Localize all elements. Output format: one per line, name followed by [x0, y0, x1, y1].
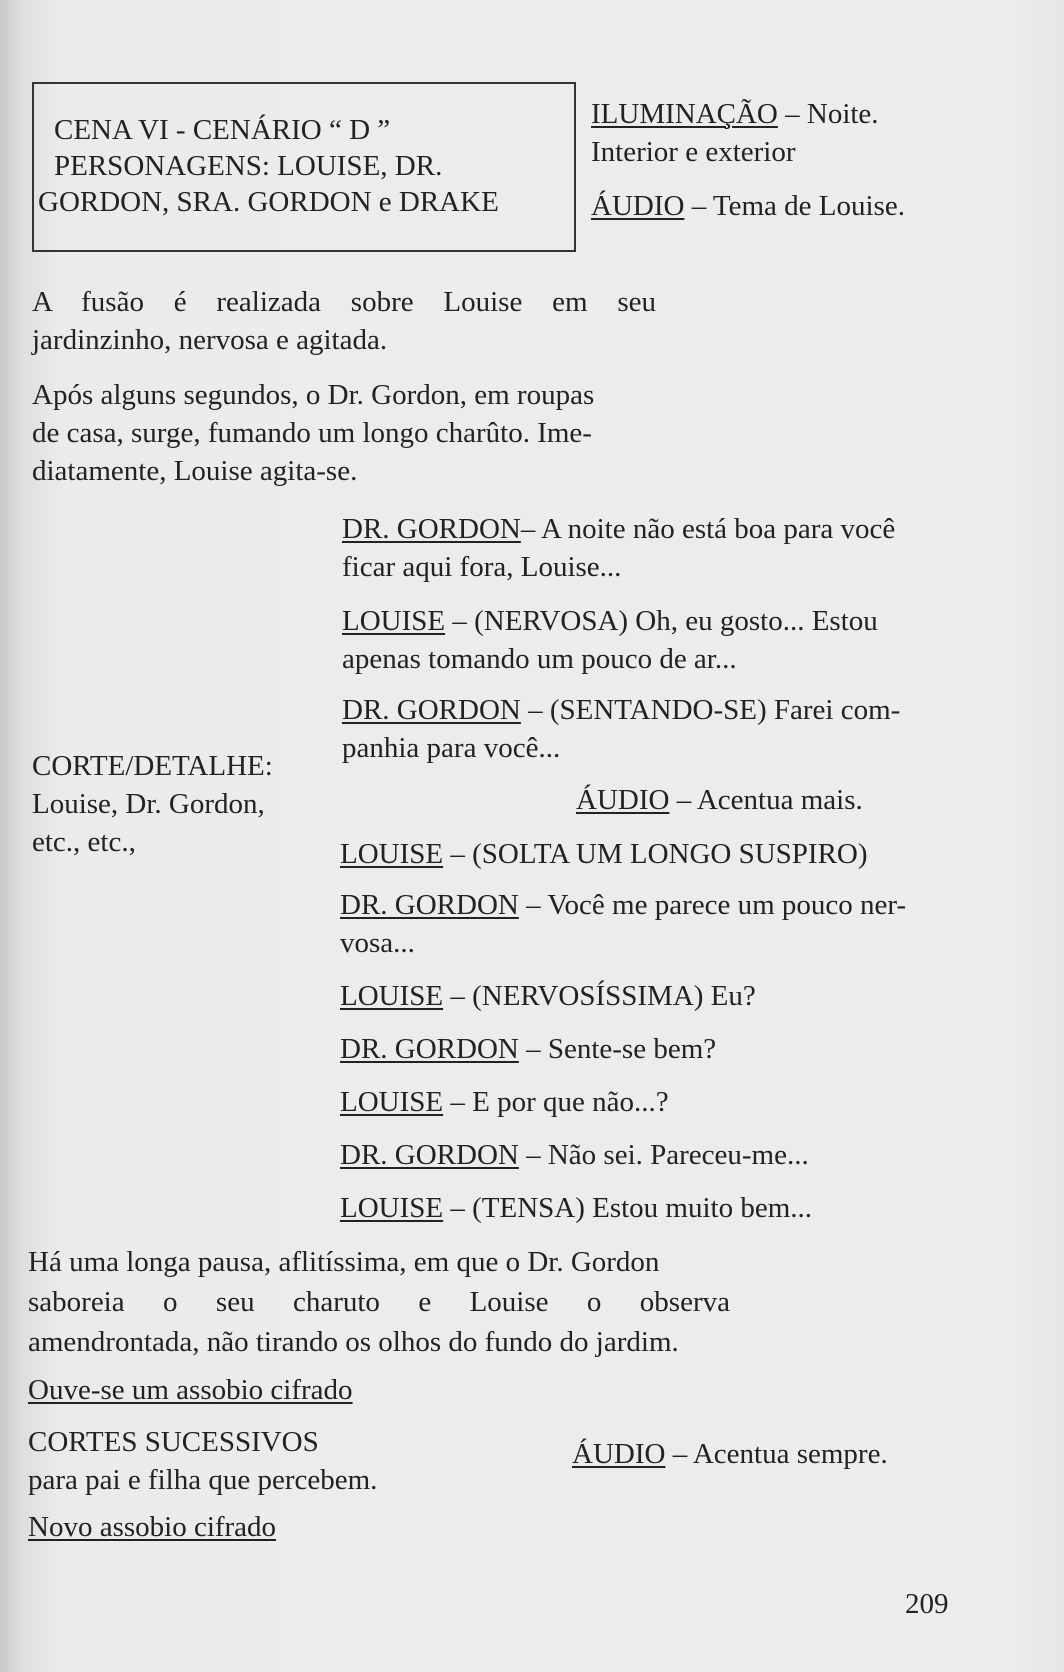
dialogue-line	[342, 692, 900, 729]
page-number: 209	[905, 1588, 949, 1620]
audio-text-3: – Acentua sempre.	[665, 1438, 888, 1470]
speaker-name: DR. GORDON	[340, 889, 519, 921]
narration-p2-line1: Após alguns segundos, o Dr. Gordon, em roupas	[32, 379, 595, 411]
audio-label-3: ÁUDIO	[572, 1438, 666, 1470]
lighting-text-2: Interior e exterior	[591, 136, 796, 168]
speaker-name: DR. GORDON	[340, 1033, 519, 1065]
dialogue-text: – Sente-se bem?	[518, 1033, 717, 1065]
characters-line-1: PERSONAGENS: LOUISE, DR.	[54, 150, 443, 182]
speaker-name: DR. GORDON	[342, 694, 521, 726]
dialogue-text: – (NERVOSÍSSIMA) Eu?	[443, 980, 756, 1012]
cut-detail-title: CORTE/DETALHE:	[32, 750, 273, 782]
cut-detail-line3: etc., etc.,	[32, 826, 136, 858]
dialogue-text: – (TENSA) Estou muito bem...	[443, 1192, 813, 1224]
narration-p2-line3: diatamente, Louise agita-se.	[32, 455, 358, 487]
dialogue-line	[342, 511, 895, 548]
speaker-name: LOUISE	[342, 605, 446, 637]
lighting-note	[591, 96, 879, 133]
narration-p1-line2: jardinzinho, nervosa e agitada.	[32, 324, 388, 356]
lighting-label: ILUMINAÇÃO	[591, 98, 778, 130]
dialogue-line	[340, 836, 868, 873]
cut-detail-line2: Louise, Dr. Gordon,	[32, 788, 265, 820]
dialogue-continuation: apenas tomando um pouco de ar...	[342, 643, 737, 675]
dialogue-text: – A noite não está boa para você	[520, 513, 896, 545]
dialogue-line	[340, 978, 756, 1015]
audio-label-1: ÁUDIO	[591, 190, 685, 222]
speaker-name: LOUISE	[340, 980, 444, 1012]
dialogue-line	[340, 1190, 812, 1227]
speaker-name: LOUISE	[340, 1192, 444, 1224]
speaker-name: LOUISE	[340, 838, 444, 870]
dialogue-continuation: vosa...	[340, 927, 415, 959]
speaker-name: DR. GORDON	[340, 1139, 519, 1171]
scene-title: CENA VI - CENÁRIO “ D ”	[54, 114, 391, 146]
dialogue-line	[342, 603, 878, 640]
lighting-text: – Noite.	[777, 98, 879, 130]
whistle-note-1: Ouve-se um assobio cifrado	[28, 1374, 353, 1406]
dialogue-text: – (SOLTA UM LONGO SUSPIRO)	[443, 838, 868, 870]
audio-text-2: – Acentua mais.	[669, 784, 863, 816]
dialogue-text: – Não sei. Pareceu-me...	[518, 1139, 809, 1171]
audio-label-2: ÁUDIO	[576, 784, 670, 816]
characters-line-2: GORDON, SRA. GORDON e DRAKE	[38, 186, 499, 218]
pause-line2: saboreia o seu charuto e Louise o observa	[28, 1286, 730, 1318]
dialogue-text: – (SENTANDO-SE) Farei com-	[520, 694, 901, 726]
audio-note-2	[576, 782, 863, 819]
dialogue-continuation: ficar aqui fora, Louise...	[342, 551, 622, 583]
scene-header-box	[32, 82, 576, 252]
dialogue-line	[340, 887, 906, 924]
pause-line3: amendrontada, não tirando os olhos do fundo do jardim.	[28, 1326, 679, 1358]
dialogue-text: – Você me parece um pouco ner-	[518, 889, 907, 921]
cuts-line2: para pai e filha que percebem.	[28, 1464, 378, 1496]
dialogue-text: – E por que não...?	[443, 1086, 669, 1118]
cuts-line1: CORTES SUCESSIVOS	[28, 1426, 319, 1458]
speaker-name: DR. GORDON	[342, 513, 521, 545]
narration-p1-line1: A fusão é realizada sobre Louise em seu	[32, 286, 656, 318]
dialogue-line	[340, 1084, 669, 1121]
audio-note-3	[572, 1436, 888, 1473]
pause-line1: Há uma longa pausa, aflitíssima, em que o Dr. Gordon	[28, 1246, 660, 1278]
audio-text-1: – Tema de Louise.	[684, 190, 905, 222]
dialogue-line	[340, 1137, 809, 1174]
audio-note-1	[591, 188, 905, 225]
speaker-name: LOUISE	[340, 1086, 444, 1118]
dialogue-line	[340, 1031, 716, 1068]
whistle-note-2: Novo assobio cifrado	[28, 1511, 277, 1543]
narration-p2-line2: de casa, surge, fumando um longo charûto. Ime-	[32, 417, 592, 449]
dialogue-continuation: panhia para você...	[342, 732, 561, 764]
dialogue-text: – (NERVOSA) Oh, eu gosto... Estou	[445, 605, 878, 637]
